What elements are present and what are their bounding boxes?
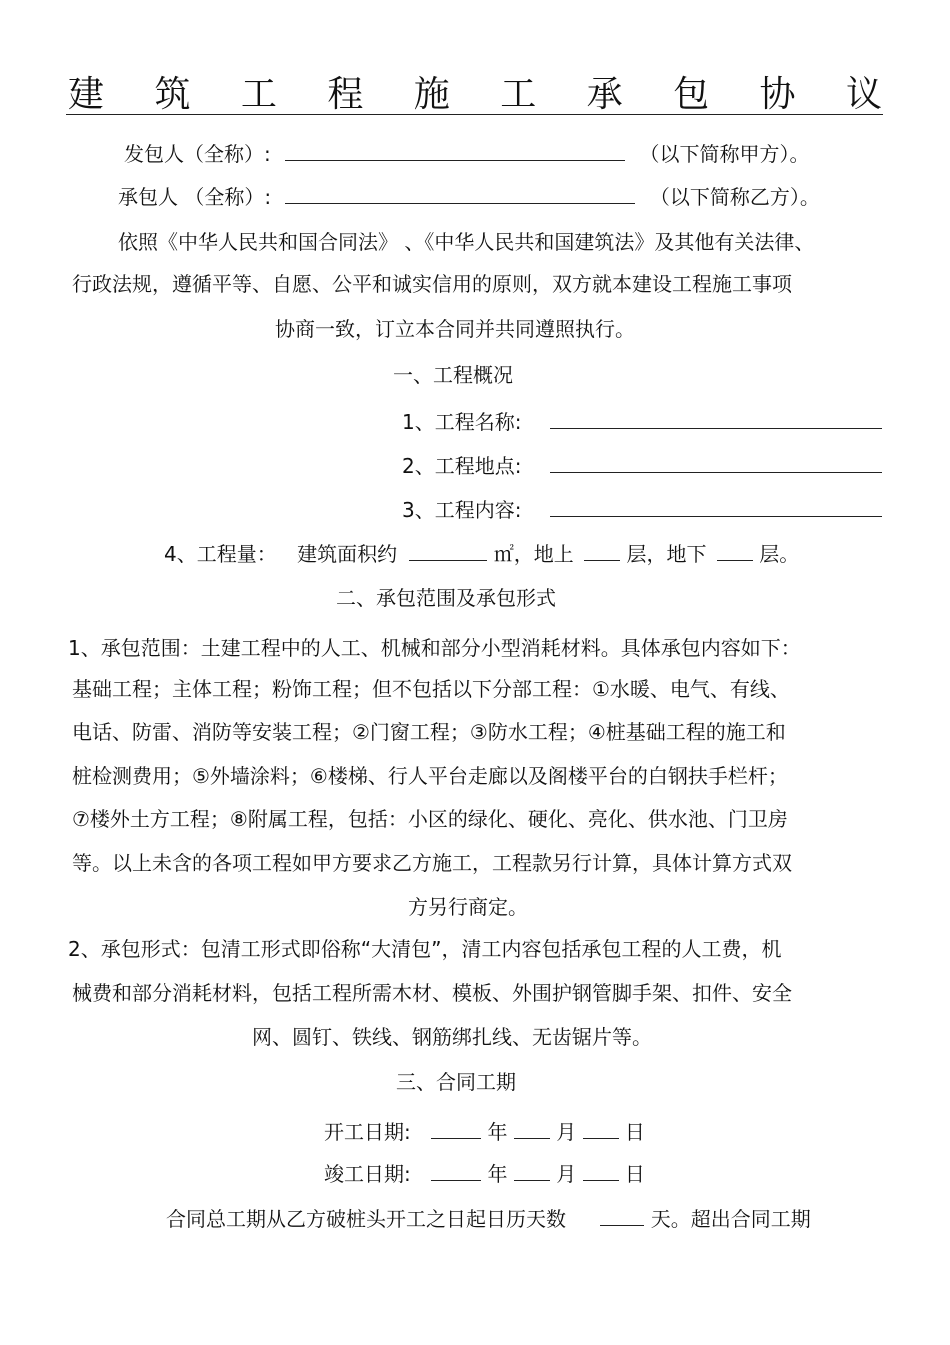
preamble-line: 依照《中华人民共和国合同法》 、《中华人民共和国建筑法》及其他有关法律、 [118,230,815,254]
preamble-line: 行政法规，遵循平等、自愿、公平和诚实信用的原则，双方就本建设工程施工事项 [72,272,792,296]
floors-below-label: 层。 [759,542,800,566]
project-location-label: 2、工程地点: [402,454,522,478]
title-char: 建 [68,74,105,115]
title-char: 协 [759,74,796,115]
preamble-line: 协商一致，订立本合同并共同遵照执行。 [275,317,635,341]
start-year-field[interactable] [431,1118,481,1139]
month-label: 月 [556,1120,577,1144]
project-content-label: 3、工程内容: [402,498,522,522]
scope-line: 桩检测费用；⑤外墙涂料；⑥楼梯、行人平台走廊以及阁楼平台的白钢扶手栏杆； [72,764,788,788]
contractor-suffix: （以下简称乙方）。 [649,185,820,209]
end-year-field[interactable] [431,1160,481,1181]
project-name-label: 1、工程名称: [402,410,522,434]
title-char: 包 [673,74,710,115]
title-char: 议 [845,74,882,115]
end-date-row [324,1160,645,1187]
duration-text: 合同总工期从乙方破桩头开工之日起日历天数 [166,1207,566,1231]
employer-name-field[interactable] [285,140,625,161]
start-date-label: 开工日期: [324,1120,411,1144]
day-label: 日 [624,1162,645,1186]
form-line: 械费和部分消耗材料，包括工程所需木材、模板、外围护钢管脚手架、扣件、安全 [72,981,792,1005]
contractor-label: 承包人 （全称）: [118,185,272,209]
start-day-field[interactable] [583,1118,619,1139]
title-char: 工 [500,74,537,115]
employer-label: 发包人（全称）: [124,142,271,166]
employer-line [124,140,809,167]
title-char: 工 [240,74,277,115]
project-location-row [402,452,882,479]
duration-row [166,1205,811,1232]
contractor-name-field[interactable] [285,183,635,204]
project-content-field[interactable] [550,496,882,517]
employer-suffix: （以下简称甲方）。 [639,142,810,166]
scope-line: 基础工程；主体工程；粉饰工程；但不包括以下分部工程：①水暖、电气、有线、 [72,677,790,701]
scope-line: 方另行商定。 [408,895,528,919]
end-month-field[interactable] [514,1160,550,1181]
project-name-row [402,408,882,435]
scope-line: 1、承包范围：土建工程中的人工、机械和部分小型消耗材料。具体承包内容如下： [68,636,801,660]
floors-above-label: 层，地下 [626,542,707,566]
section-heading: 一、工程概况 [393,363,513,387]
scope-line: ⑦楼外土方工程；⑧附属工程，包括：小区的绿化、硬化、亮化、供水池、门卫房 [72,807,788,831]
section-heading: 三、合同工期 [396,1070,516,1094]
document-title [68,74,882,116]
duration-days-field[interactable] [600,1205,644,1226]
title-char: 程 [327,74,364,115]
quantity-label: 4、工程量： [164,542,277,566]
scope-line: 电话、防雷、消防等安装工程；②门窗工程；③防水工程；④桩基础工程的施工和 [72,720,786,744]
project-name-field[interactable] [550,408,882,429]
start-month-field[interactable] [514,1118,550,1139]
area-field[interactable] [409,540,487,561]
end-day-field[interactable] [583,1160,619,1181]
month-label: 月 [556,1162,577,1186]
day-label: 日 [624,1120,645,1144]
floors-above-field[interactable] [584,540,620,561]
scope-line: 等。以上未含的各项工程如甲方要求乙方施工，工程款另行计算，具体计算方式双 [72,851,792,875]
project-location-field[interactable] [550,452,882,473]
area-label: 建筑面积约 [297,542,398,566]
area-unit: ㎡，地上 [493,542,574,566]
title-char: 筑 [154,74,191,115]
contractor-line [118,183,820,210]
start-date-row [324,1118,645,1145]
end-date-label: 竣工日期: [324,1162,411,1186]
title-underline [66,114,883,115]
duration-suffix: 天。超出合同工期 [650,1207,811,1231]
title-char: 施 [413,74,450,115]
floors-below-field[interactable] [717,540,753,561]
year-label: 年 [487,1162,508,1186]
project-content-row [402,496,882,523]
form-line: 2、承包形式：包清工形式即俗称“大清包”，清工内容包括承包工程的人工费，机 [68,937,782,961]
section-heading: 二、承包范围及承包形式 [336,586,556,610]
year-label: 年 [487,1120,508,1144]
title-char: 承 [586,74,623,115]
project-quantity-row [164,540,799,567]
form-line: 网、圆钉、铁线、钢筋绑扎线、无齿锯片等。 [252,1025,652,1049]
